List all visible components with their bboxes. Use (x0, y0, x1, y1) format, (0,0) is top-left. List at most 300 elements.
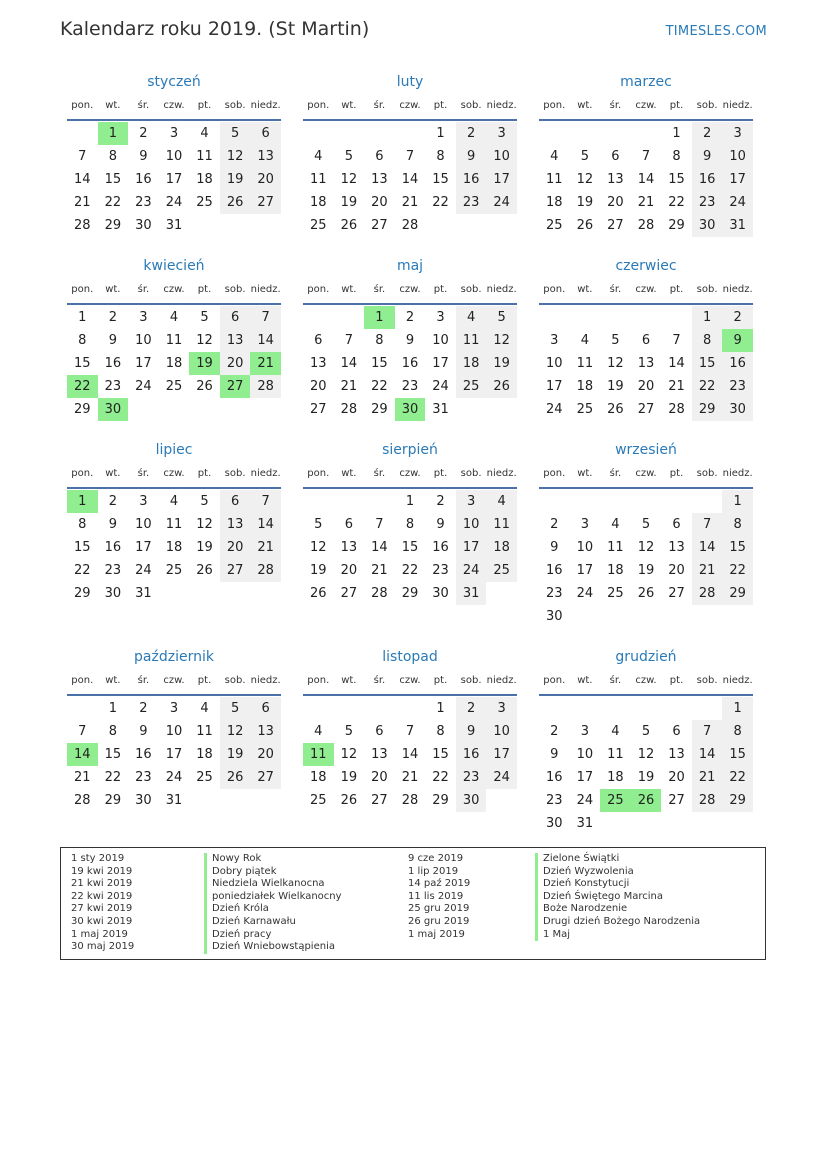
day-cell: 11 (165, 517, 183, 532)
weekday-label: niedz. (722, 468, 753, 479)
day-cell: 30 (135, 793, 152, 808)
legend-date: 9 cze 2019 (408, 853, 464, 864)
day-cell: 21 (692, 766, 723, 789)
legend-dates-left (71, 853, 134, 954)
day-cell: 17 (456, 536, 487, 559)
day-cell: 20 (637, 379, 655, 394)
day-cell: 15 (371, 356, 388, 371)
day-grid (67, 122, 281, 237)
day-cell: 17 (135, 540, 152, 555)
day-cell: 28 (74, 793, 91, 808)
weekday-label: pon. (307, 100, 330, 111)
day-cell: 6 (250, 697, 281, 720)
empty-day-cell (303, 306, 334, 329)
legend-dates-right (408, 853, 470, 941)
day-cell: 10 (486, 145, 517, 168)
day-cell: 22 (104, 195, 122, 210)
legend-date: 30 kwi 2019 (71, 915, 133, 927)
weekday-label: pt. (433, 675, 448, 686)
day-cell: 10 (165, 724, 183, 739)
empty-day-cell (600, 490, 631, 513)
day-cell: 1 (722, 697, 753, 720)
day-cell: 1 (692, 306, 723, 329)
day-cell: 31 (456, 582, 487, 605)
day-cell: 18 (196, 172, 213, 187)
day-cell: 3 (169, 701, 179, 716)
empty-day-cell (631, 697, 662, 720)
weekday-label: wt. (105, 468, 121, 479)
weekday-label: niedz. (250, 468, 281, 479)
legend-names-left (204, 853, 342, 954)
weekday-label: sob. (224, 100, 246, 111)
weekday-label: niedz. (722, 284, 753, 295)
day-cell: 6 (375, 149, 384, 164)
weekday-header (303, 670, 517, 696)
day-cell: 24 (722, 191, 753, 214)
weekday-label: niedz. (250, 284, 281, 295)
day-cell: 21 (371, 563, 388, 578)
day-grid (303, 697, 517, 812)
day-cell: 25 (165, 563, 183, 578)
day-cell: 3 (456, 490, 487, 513)
weekday-label: pt. (197, 468, 212, 479)
weekday-label: sob. (696, 100, 718, 111)
day-cell: 1 (78, 310, 87, 325)
day-cell: 6 (672, 724, 681, 739)
day-cell: 5 (611, 333, 620, 348)
weekday-label: wt. (577, 468, 593, 479)
day-cell: 30 (98, 398, 129, 421)
day-cell: 14 (637, 172, 655, 187)
day-cell: 6 (611, 149, 620, 164)
day-cell: 19 (637, 563, 655, 578)
day-cell: 9 (550, 747, 559, 762)
day-cell: 7 (78, 149, 87, 164)
day-cell: 8 (108, 724, 117, 739)
day-cell: 22 (67, 375, 98, 398)
legend-holiday-name: Zielone Świątki (535, 853, 700, 866)
day-cell: 13 (310, 356, 327, 371)
day-cell: 8 (375, 333, 384, 348)
weekday-label: wt. (341, 100, 357, 111)
day-cell: 8 (108, 149, 117, 164)
day-cell: 25 (456, 375, 487, 398)
day-cell: 1 (436, 701, 445, 716)
day-cell: 15 (692, 352, 723, 375)
month-name: listopad (382, 649, 438, 665)
day-cell: 3 (139, 310, 148, 325)
day-cell: 9 (405, 333, 415, 348)
day-cell: 29 (432, 793, 449, 808)
day-cell: 12 (340, 172, 358, 187)
day-cell: 10 (722, 145, 753, 168)
day-cell: 23 (692, 191, 723, 214)
day-cell: 30 (546, 609, 563, 624)
day-cell: 3 (722, 122, 753, 145)
legend-date: 19 kwi 2019 (71, 865, 133, 877)
weekday-label: sob. (224, 675, 246, 686)
day-cell: 11 (546, 172, 563, 187)
day-cell: 17 (486, 168, 517, 191)
day-cell: 21 (401, 195, 419, 210)
day-cell: 30 (104, 586, 122, 601)
day-cell: 18 (310, 770, 327, 785)
weekday-label: niedz. (250, 100, 281, 111)
day-cell: 27 (607, 218, 624, 233)
day-cell: 9 (722, 329, 753, 352)
day-cell: 23 (722, 375, 753, 398)
weekday-label: pt. (433, 100, 448, 111)
day-cell: 5 (220, 122, 251, 145)
day-cell: 3 (436, 310, 445, 325)
day-cell: 27 (668, 793, 685, 808)
legend-holiday-name: Dzień Wniebowstąpienia (204, 941, 342, 954)
day-cell: 16 (432, 540, 449, 555)
day-cell: 6 (672, 517, 681, 532)
weekday-header (303, 279, 517, 305)
day-cell: 21 (668, 379, 685, 394)
day-cell: 27 (637, 402, 655, 417)
empty-day-cell (395, 122, 426, 145)
day-cell: 11 (607, 747, 624, 762)
day-cell: 22 (371, 379, 388, 394)
day-cell: 6 (314, 333, 323, 348)
day-cell: 5 (344, 724, 353, 739)
day-cell: 14 (74, 172, 91, 187)
empty-day-cell (600, 697, 631, 720)
day-cell: 4 (200, 701, 209, 716)
legend-date: 1 lip 2019 (408, 865, 459, 877)
day-cell: 7 (344, 333, 353, 348)
day-cell: 21 (250, 352, 281, 375)
legend-holiday-name: Nowy Rok (204, 853, 342, 866)
day-cell: 26 (637, 586, 655, 601)
day-cell: 16 (104, 356, 122, 371)
month-name: styczeń (147, 74, 201, 90)
day-cell: 29 (668, 218, 685, 233)
day-cell: 23 (135, 195, 152, 210)
day-cell: 6 (220, 490, 251, 513)
day-cell: 17 (546, 379, 563, 394)
empty-day-cell (692, 490, 723, 513)
day-cell: 22 (104, 770, 122, 785)
day-cell: 24 (576, 586, 594, 601)
month-name: luty (396, 74, 424, 90)
day-cell: 29 (401, 586, 419, 601)
day-cell: 28 (401, 793, 419, 808)
weekday-label: śr. (373, 100, 386, 111)
empty-day-cell (334, 697, 365, 720)
weekday-label: czw. (399, 468, 421, 479)
month-name: czerwiec (615, 258, 677, 274)
month-name: lipiec (155, 442, 193, 458)
legend-date: 11 lis 2019 (408, 890, 464, 902)
day-cell: 15 (401, 540, 419, 555)
weekday-label: wt. (105, 675, 121, 686)
day-cell: 29 (104, 793, 122, 808)
day-cell: 13 (220, 329, 251, 352)
day-cell: 6 (344, 517, 353, 532)
day-cell: 2 (456, 122, 487, 145)
month-block (303, 647, 517, 812)
month-block (539, 256, 753, 421)
weekday-label: wt. (105, 100, 121, 111)
day-cell: 20 (220, 536, 251, 559)
day-cell: 18 (196, 747, 213, 762)
weekday-label: sob. (460, 284, 482, 295)
weekday-label: wt. (577, 284, 593, 295)
legend-date: 22 kwi 2019 (71, 890, 133, 902)
day-cell: 8 (436, 149, 445, 164)
day-cell: 23 (104, 379, 122, 394)
day-cell: 17 (576, 563, 594, 578)
day-cell: 18 (576, 379, 594, 394)
day-cell: 8 (78, 333, 87, 348)
day-cell: 4 (456, 306, 487, 329)
legend-date: 26 gru 2019 (408, 915, 470, 927)
day-cell: 5 (641, 724, 651, 739)
weekday-label: pt. (669, 675, 684, 686)
day-cell: 15 (722, 536, 753, 559)
empty-day-cell (334, 122, 365, 145)
day-grid (303, 490, 517, 605)
day-grid (303, 122, 517, 237)
day-cell: 23 (456, 766, 487, 789)
empty-day-cell (67, 122, 98, 145)
empty-day-cell (661, 697, 692, 720)
day-cell: 26 (196, 379, 213, 394)
day-cell: 10 (135, 333, 152, 348)
weekday-label: niedz. (250, 675, 281, 686)
empty-day-cell (364, 490, 395, 513)
day-cell: 2 (436, 494, 445, 509)
day-cell: 13 (220, 513, 251, 536)
day-cell: 2 (550, 517, 559, 532)
month-name: marzec (620, 74, 672, 90)
day-cell: 9 (456, 720, 487, 743)
day-cell: 18 (607, 770, 624, 785)
day-cell: 14 (67, 743, 98, 766)
day-cell: 17 (576, 770, 594, 785)
weekday-header (67, 463, 281, 489)
day-cell: 24 (576, 793, 594, 808)
day-cell: 4 (169, 310, 179, 325)
day-cell: 29 (722, 789, 753, 812)
day-cell: 28 (250, 559, 281, 582)
weekday-label: pon. (543, 100, 566, 111)
day-cell: 16 (135, 172, 152, 187)
weekday-label: pt. (197, 284, 212, 295)
day-cell: 25 (310, 793, 327, 808)
day-cell: 30 (546, 816, 563, 831)
day-cell: 8 (692, 329, 723, 352)
weekday-label: niedz. (486, 675, 517, 686)
day-cell: 12 (340, 747, 358, 762)
day-grid (67, 306, 281, 421)
day-cell: 1 (436, 126, 445, 141)
day-cell: 16 (722, 352, 753, 375)
day-cell: 19 (486, 352, 517, 375)
day-cell: 26 (196, 563, 213, 578)
day-cell: 26 (340, 793, 358, 808)
weekday-label: pt. (197, 100, 212, 111)
day-cell: 17 (722, 168, 753, 191)
day-cell: 3 (580, 517, 589, 532)
day-cell: 20 (371, 770, 388, 785)
empty-day-cell (570, 490, 601, 513)
day-cell: 24 (486, 766, 517, 789)
day-cell: 9 (139, 724, 148, 739)
day-cell: 19 (220, 743, 251, 766)
weekday-label: pt. (669, 100, 684, 111)
weekday-label: pt. (669, 284, 684, 295)
empty-day-cell (303, 490, 334, 513)
legend-holiday-name: Dzień pracy (204, 929, 342, 942)
day-cell: 29 (371, 402, 388, 417)
day-cell: 13 (340, 540, 358, 555)
day-cell: 21 (250, 536, 281, 559)
day-cell: 26 (607, 402, 624, 417)
day-cell: 28 (692, 582, 723, 605)
day-cell: 5 (314, 517, 323, 532)
day-cell: 28 (401, 218, 419, 233)
day-cell: 25 (576, 402, 594, 417)
weekday-label: pon. (71, 468, 94, 479)
day-cell: 10 (546, 356, 563, 371)
legend-date: 25 gru 2019 (408, 903, 470, 915)
day-cell: 15 (432, 172, 449, 187)
weekday-label: sob. (224, 284, 246, 295)
empty-day-cell (570, 306, 601, 329)
weekday-label: pon. (543, 468, 566, 479)
day-cell: 4 (611, 724, 620, 739)
weekday-label: sob. (460, 468, 482, 479)
weekday-label: czw. (399, 675, 421, 686)
day-cell: 19 (340, 770, 358, 785)
day-cell: 16 (456, 168, 487, 191)
day-cell: 30 (722, 398, 753, 421)
weekday-label: pon. (307, 284, 330, 295)
day-cell: 31 (722, 214, 753, 237)
day-cell: 18 (486, 536, 517, 559)
legend-holiday-name: poniedziałek Wielkanocny (204, 891, 342, 904)
day-cell: 10 (135, 517, 152, 532)
day-cell: 12 (220, 145, 251, 168)
day-cell: 18 (165, 540, 183, 555)
day-cell: 1 (405, 494, 415, 509)
month-name: sierpień (382, 442, 438, 458)
weekday-label: niedz. (486, 100, 517, 111)
weekday-label: śr. (609, 675, 622, 686)
legend-holiday-name: Niedziela Wielkanocna (204, 878, 342, 891)
day-cell: 8 (405, 517, 415, 532)
day-cell: 11 (486, 513, 517, 536)
day-cell: 22 (668, 195, 685, 210)
day-cell: 29 (74, 586, 91, 601)
month-block (303, 72, 517, 237)
day-cell: 22 (692, 375, 723, 398)
day-cell: 6 (641, 333, 651, 348)
day-cell: 29 (692, 398, 723, 421)
weekday-label: pon. (71, 675, 94, 686)
day-cell: 2 (550, 724, 559, 739)
day-cell: 19 (189, 352, 220, 375)
day-cell: 22 (74, 563, 91, 578)
day-cell: 24 (135, 379, 152, 394)
day-cell: 15 (722, 743, 753, 766)
day-cell: 14 (668, 356, 685, 371)
weekday-header (67, 670, 281, 696)
month-name: grudzień (615, 649, 677, 665)
day-cell: 14 (340, 356, 358, 371)
day-cell: 19 (310, 563, 327, 578)
day-cell: 7 (250, 306, 281, 329)
day-cell: 16 (456, 743, 487, 766)
day-cell: 4 (486, 490, 517, 513)
day-cell: 9 (436, 517, 445, 532)
day-cell: 18 (165, 356, 183, 371)
day-cell: 3 (580, 724, 589, 739)
weekday-header (539, 279, 753, 305)
weekday-label: pt. (433, 284, 448, 295)
day-cell: 25 (196, 195, 213, 210)
day-cell: 28 (74, 218, 91, 233)
day-cell: 6 (250, 122, 281, 145)
day-cell: 24 (546, 402, 563, 417)
weekday-label: czw. (163, 284, 185, 295)
day-cell: 26 (631, 789, 662, 812)
weekday-label: pon. (543, 675, 566, 686)
day-cell: 2 (692, 122, 723, 145)
weekday-label: pt. (433, 468, 448, 479)
day-cell: 27 (250, 191, 281, 214)
day-cell: 6 (220, 306, 251, 329)
weekday-label: wt. (341, 675, 357, 686)
empty-day-cell (539, 697, 570, 720)
weekday-label: sob. (696, 284, 718, 295)
day-cell: 18 (456, 352, 487, 375)
day-cell: 15 (432, 747, 449, 762)
day-cell: 27 (340, 586, 358, 601)
day-cell: 5 (200, 494, 209, 509)
weekday-label: pon. (71, 100, 94, 111)
weekday-label: sob. (460, 100, 482, 111)
month-block (539, 440, 753, 628)
day-cell: 22 (432, 195, 449, 210)
day-cell: 25 (600, 789, 631, 812)
empty-day-cell (364, 697, 395, 720)
weekday-label: czw. (163, 100, 185, 111)
day-cell: 15 (104, 172, 122, 187)
page-title: Kalendarz roku 2019. (St Martin) (60, 18, 370, 40)
empty-day-cell (661, 306, 692, 329)
weekday-label: śr. (137, 675, 150, 686)
weekday-label: pt. (197, 675, 212, 686)
day-cell: 5 (344, 149, 353, 164)
empty-day-cell (631, 122, 662, 145)
day-cell: 15 (668, 172, 685, 187)
weekday-label: wt. (341, 468, 357, 479)
legend-date: 1 sty 2019 (71, 853, 125, 864)
site-link[interactable]: TIMESLES.COM (665, 24, 767, 39)
day-cell: 9 (550, 540, 559, 555)
day-cell: 14 (401, 172, 419, 187)
weekday-label: śr. (609, 284, 622, 295)
day-cell: 7 (692, 720, 723, 743)
day-cell: 11 (196, 724, 213, 739)
day-cell: 4 (611, 517, 620, 532)
day-cell: 21 (74, 770, 91, 785)
